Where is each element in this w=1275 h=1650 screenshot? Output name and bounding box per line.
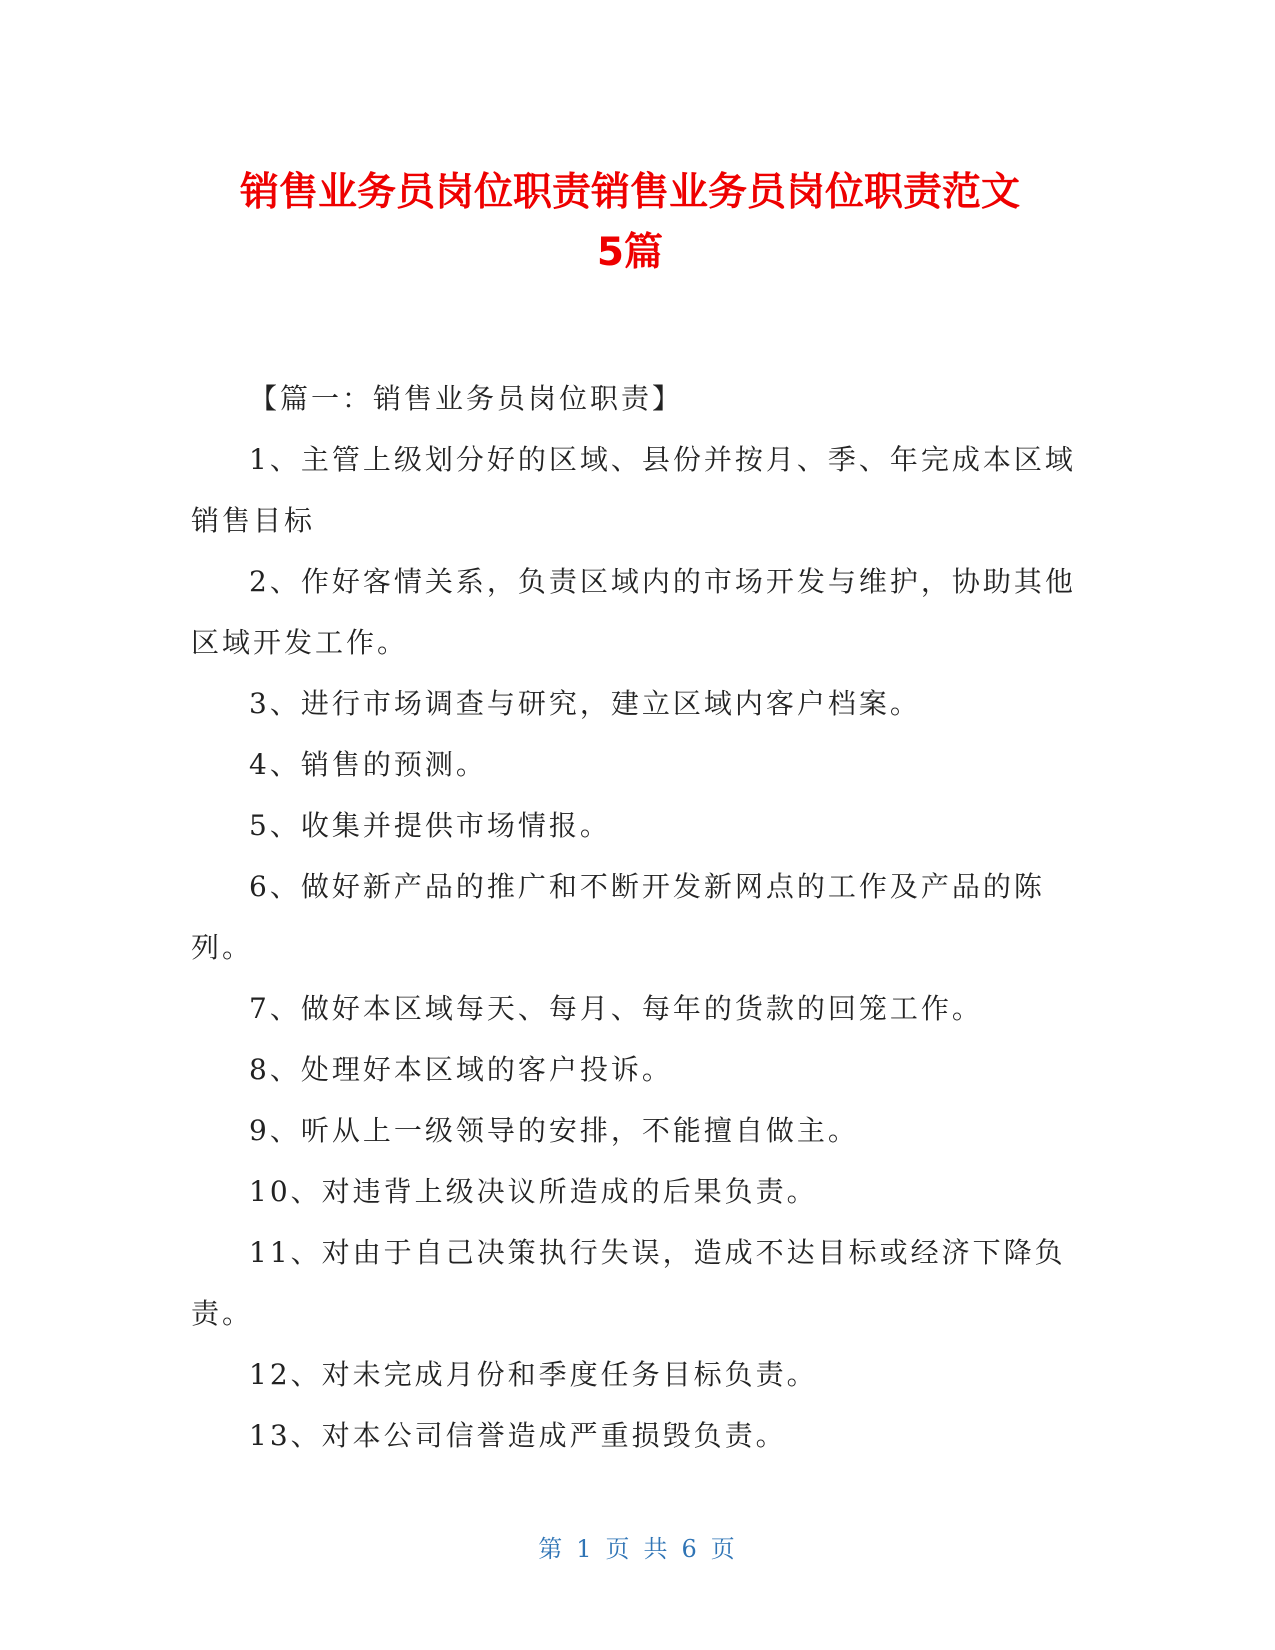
duty-item: 1、主管上级划分好的区域、县份并按月、季、年完成本区域销售目标 [191,443,1076,537]
duty-item: 13、对本公司信誉造成严重损毁负责。 [249,1419,787,1452]
duty-item: 6、做好新产品的推广和不断开发新网点的工作及产品的陈列。 [191,870,1045,964]
duty-item: 9、听从上一级领导的安排，不能擅自做主。 [249,1114,859,1147]
document-title [150,163,1110,283]
footer-page-word: 页 [605,1535,632,1563]
duty-item: 11、对由于自己决策执行失误，造成不达目标或经济下降负责。 [191,1236,1066,1330]
document-body [191,368,1081,1466]
duty-item: 8、处理好本区域的客户投诉。 [249,1053,673,1086]
footer-prefix: 第 [538,1535,565,1563]
duty-item: 3、进行市场调查与研究，建立区域内客户档案。 [249,687,921,720]
title-line-1: 销售业务员岗位职责销售业务员岗位职责范文 [239,170,1020,215]
page-footer [0,1534,1275,1564]
duty-item: 7、做好本区域每天、每月、每年的货款的回笼工作。 [249,992,983,1025]
section-heading: 【篇一：销售业务员岗位职责】 [249,382,684,415]
duty-item: 12、对未完成月份和季度任务目标负责。 [249,1358,818,1391]
title-line-2: 5篇 [596,230,664,275]
duty-item: 5、收集并提供市场情报。 [249,809,611,842]
footer-total-word: 共 [643,1535,670,1563]
footer-suffix: 页 [710,1535,737,1563]
footer-current-page: 1 [576,1535,594,1563]
footer-total-pages: 6 [681,1535,699,1563]
duty-item: 4、销售的预测。 [249,748,487,781]
duty-item: 10、对违背上级决议所造成的后果负责。 [249,1175,818,1208]
duty-item: 2、作好客情关系，负责区域内的市场开发与维护，协助其他区域开发工作。 [191,565,1076,659]
